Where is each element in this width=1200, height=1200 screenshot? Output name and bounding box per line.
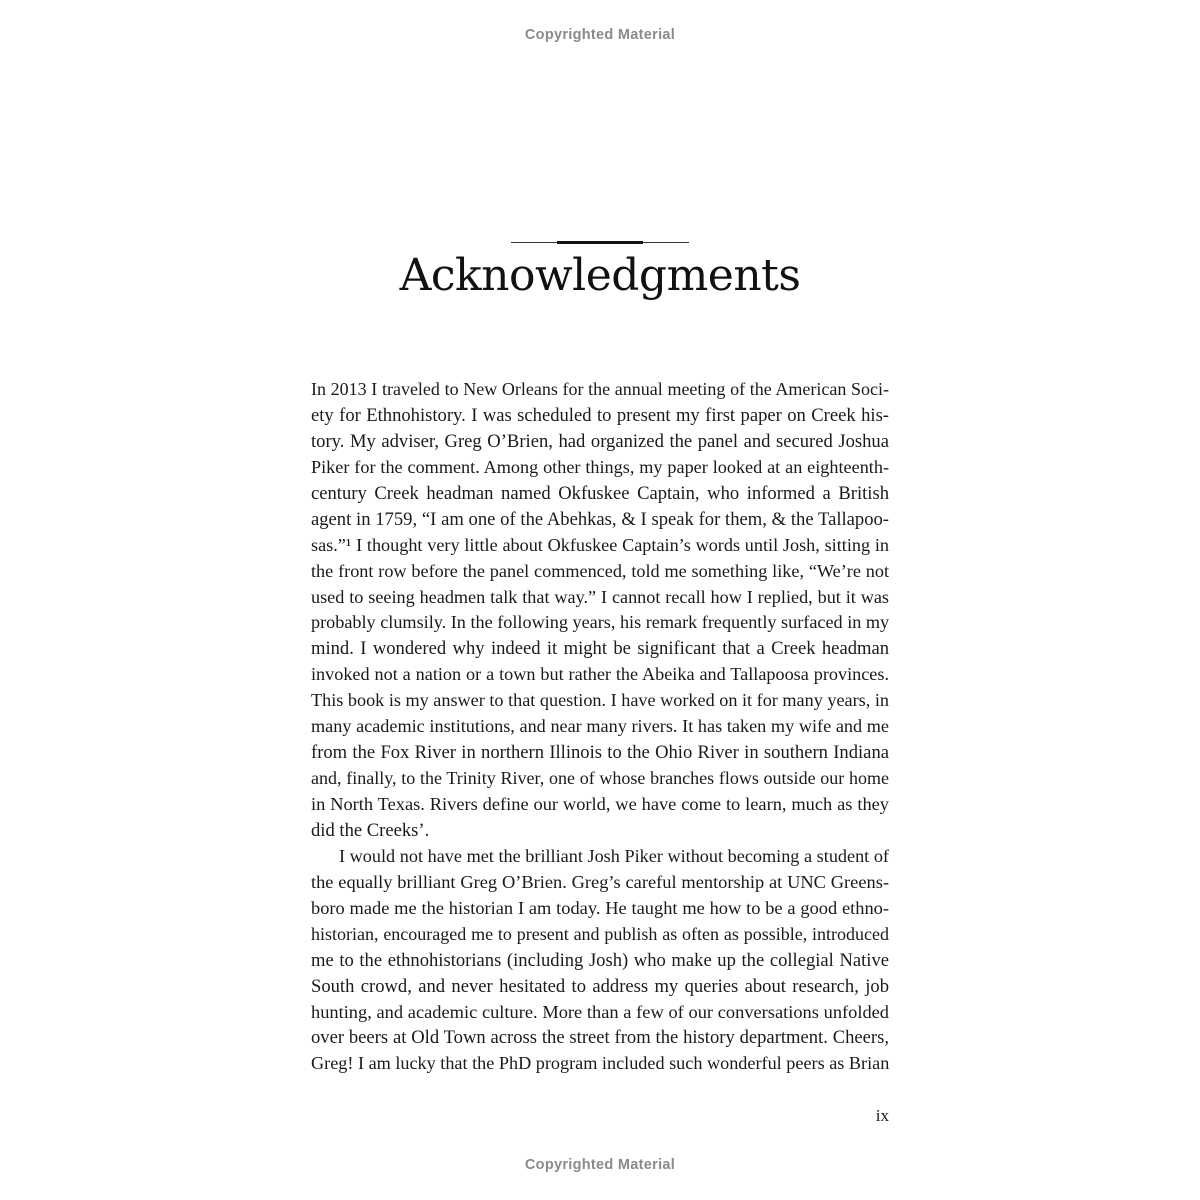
text-line: and, finally, to the Trinity River, one of whose branches flows outside our home xyxy=(311,768,889,789)
text-line: sas.”¹ I thought very little about Okfuskee Captain’s words until Josh, sitting in xyxy=(311,534,889,555)
text-line: In 2013 I traveled to New Orleans for the annual meeting of the American Soci- xyxy=(311,379,889,399)
text-line: ety for Ethnohistory. I was scheduled to present my first paper on Creek his- xyxy=(311,404,889,426)
text-line: many academic institutions, and near many rivers. It has taken my wife and me xyxy=(311,716,889,737)
text-line: I would not have met the brilliant Josh Piker without becoming a student of xyxy=(339,845,889,866)
copyright-watermark-top: Copyrighted Material xyxy=(524,27,676,43)
text-line: the front row before the panel commenced, told me something like, “We’re not xyxy=(311,560,889,581)
text-line: boro made me the historian I am today. He taught me how to be a good ethno- xyxy=(311,897,889,918)
text-line: mind. I wondered why indeed it might be significant that a Creek headman xyxy=(311,638,889,660)
copyright-watermark-bottom: Copyrighted Material xyxy=(524,1157,676,1173)
text-line: me to the ethnohistorians (including Josh) who make up the collegial Native xyxy=(311,949,889,971)
title-ornament-rule xyxy=(511,241,689,245)
text-line: over beers at Old Town across the street from the history department. Cheers, xyxy=(311,1027,889,1049)
text-line: Greg! I am lucky that the PhD program included such wonderful peers as Brian xyxy=(311,1053,890,1074)
text-line: South crowd, and never hesitated to address my queries about research, job xyxy=(311,975,889,997)
text-line: from the Fox River in northern Illinois to the Ohio River in southern Indiana xyxy=(311,742,889,764)
text-line: tory. My adviser, Greg O’Brien, had organized the panel and secured Joshua xyxy=(311,430,889,452)
ornament-thick-line xyxy=(557,241,643,244)
text-line: Piker for the comment. Among other things, my paper looked at an eighteenth- xyxy=(311,456,889,477)
text-line: used to seeing headmen talk that way.” I cannot recall how I replied, but it was xyxy=(311,586,889,607)
text-line: probably clumsily. In the following years, his remark frequently surfaced in my xyxy=(311,612,890,633)
text-line: in North Texas. Rivers define our world, we have come to learn, much as they xyxy=(311,794,889,814)
page-number: ix xyxy=(875,1106,889,1125)
text-line: did the Creeks’. xyxy=(311,819,430,841)
text-line: invoked not a nation or a town but rather the Abeika and Tallapoosa provinces. xyxy=(311,664,889,685)
chapter-title: Acknowledgments xyxy=(399,250,801,301)
text-line: agent in 1759, “I am one of the Abehkas, & I speak for them, & the Tallapoo- xyxy=(311,508,889,530)
text-line: historian, encouraged me to present and publish as often as possible, introduced xyxy=(311,923,889,944)
text-line: the equally brilliant Greg O’Brien. Greg’s careful mentorship at UNC Greens- xyxy=(311,871,889,892)
text-line: hunting, and academic culture. More than a few of our conversations unfolded xyxy=(311,1001,889,1022)
text-line: This book is my answer to that question. I have worked on it for many years, in xyxy=(311,690,889,711)
text-line: century Creek headman named Okfuskee Captain, who informed a British xyxy=(311,482,889,504)
paragraph-2 xyxy=(311,844,889,1077)
paragraph-1 xyxy=(311,377,889,844)
body-text xyxy=(311,377,889,1077)
